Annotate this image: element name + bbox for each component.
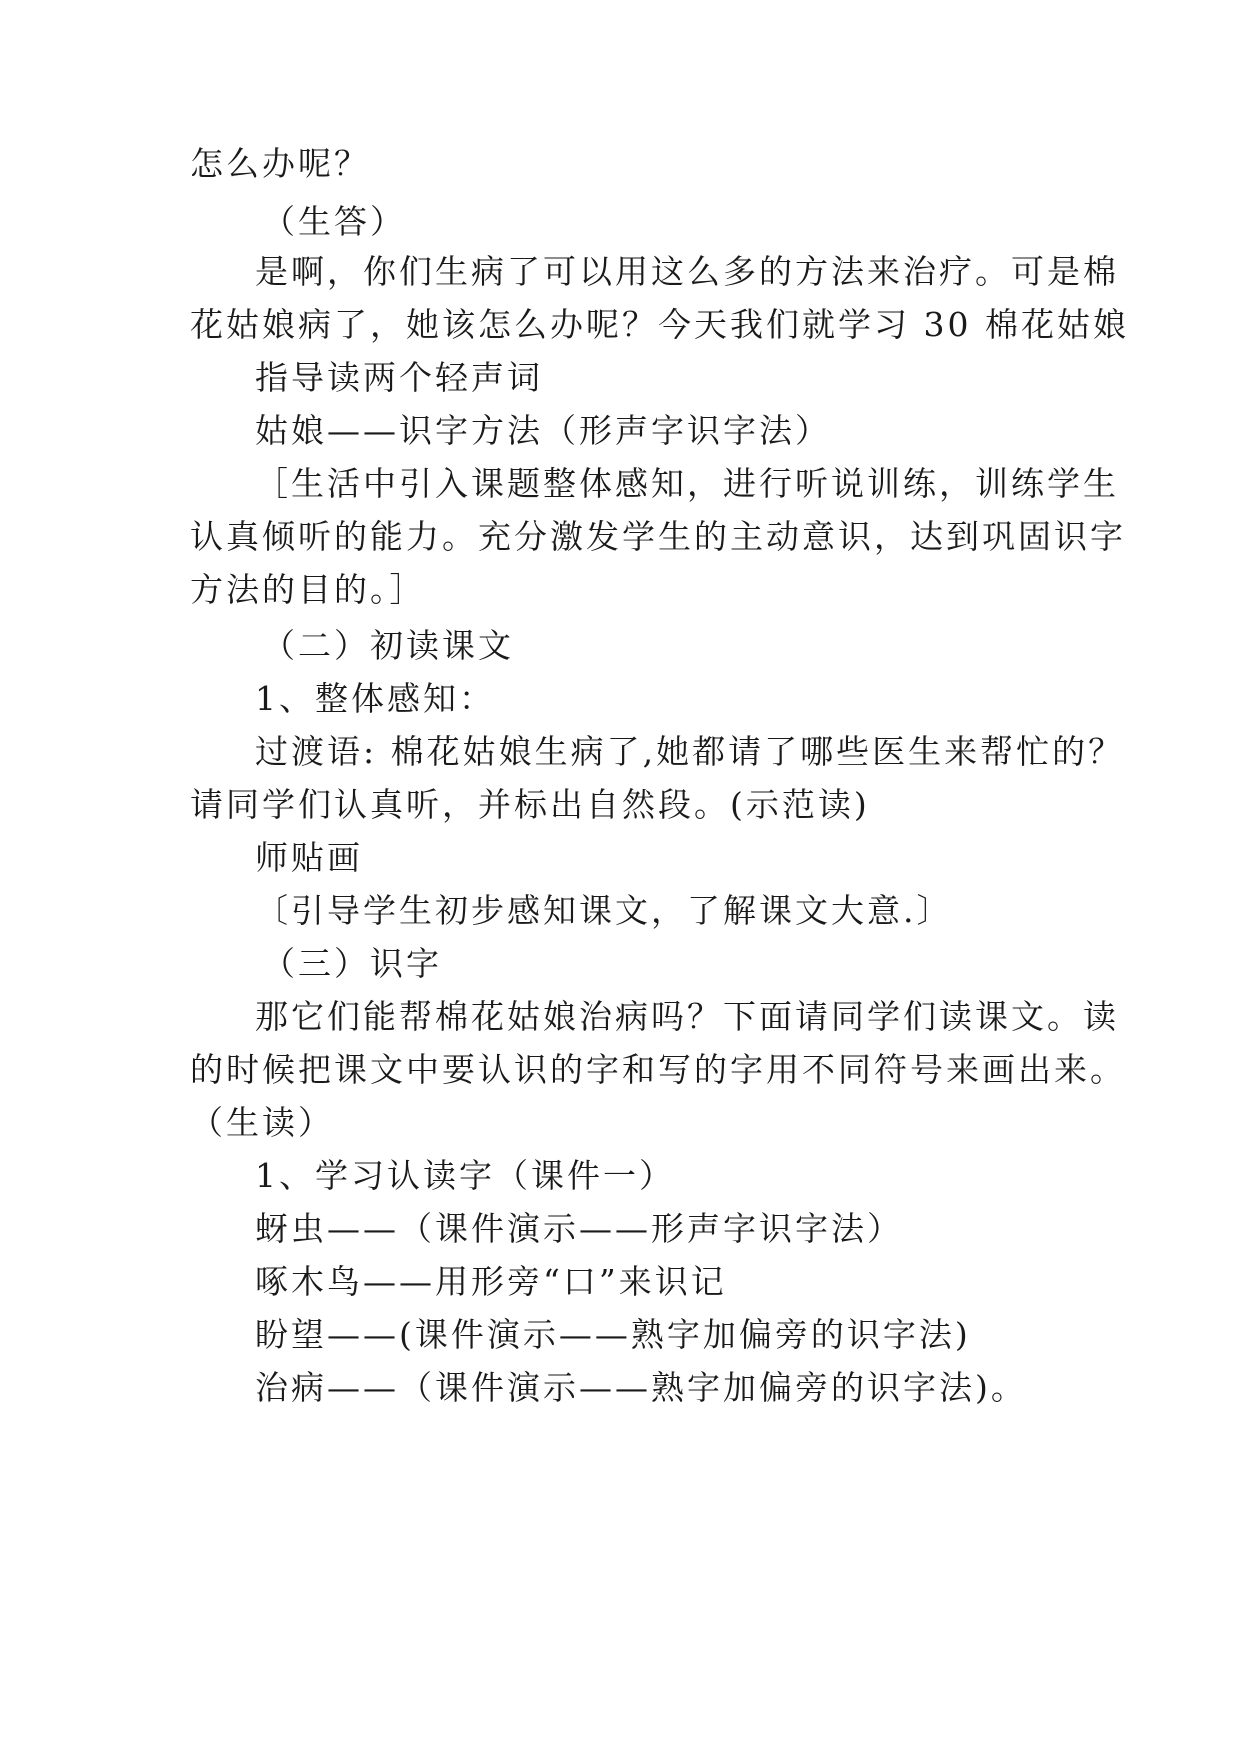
text-line: 认真倾听的能力。充分激发学生的主动意识，达到巩固识字 — [190, 517, 1126, 556]
text-line: 是啊，你们生病了可以用这么多的方法来治疗。可是棉 — [255, 252, 1119, 291]
text-line: 姑娘——识字方法（形声字识字法） — [255, 411, 831, 450]
text-line: 治病——（课件演示——熟字加偏旁的识字法)。 — [255, 1368, 1027, 1407]
text-line: 指导读两个轻声词 — [255, 358, 543, 397]
text-line: ［生活中引入课题整体感知，进行听说训练，训练学生 — [255, 464, 1119, 503]
section-heading: （三）识字 — [262, 944, 442, 983]
text-line: 那它们能帮棉花姑娘治病吗？下面请同学们读课文。读 — [255, 997, 1119, 1036]
text-line: （生答） — [262, 202, 406, 241]
text-line: 蚜虫——（课件演示——形声字识字法） — [255, 1209, 903, 1248]
text-line: 方法的目的。］ — [190, 570, 426, 609]
text-line: 的时候把课文中要认识的字和写的字用不同符号来画出来。 — [190, 1050, 1126, 1089]
section-heading: （二）初读课文 — [262, 626, 514, 665]
text-line: 请同学们认真听，并标出自然段。(示范读) — [190, 785, 870, 824]
text-line: 过渡语: 棉花姑娘生病了,她都请了哪些医生来帮忙的？ — [255, 732, 1125, 771]
text-line: 怎么办呢？ — [190, 144, 370, 183]
text-line: 花姑娘病了，她该怎么办呢？今天我们就学习 30 棉花姑娘 — [190, 305, 1129, 344]
text-line: （生读） — [190, 1103, 334, 1142]
text-line: 盼望——(课件演示——熟字加偏旁的识字法) — [255, 1315, 971, 1354]
text-line: 1、学习认读字（课件一） — [255, 1156, 675, 1195]
text-line: 啄木鸟——用形旁“口”来识记 — [255, 1262, 727, 1301]
text-line: 1、整体感知： — [255, 679, 495, 718]
text-line: 师贴画 — [255, 838, 363, 877]
text-line: 〔引导学生初步感知课文，了解课文大意.〕 — [255, 891, 953, 930]
